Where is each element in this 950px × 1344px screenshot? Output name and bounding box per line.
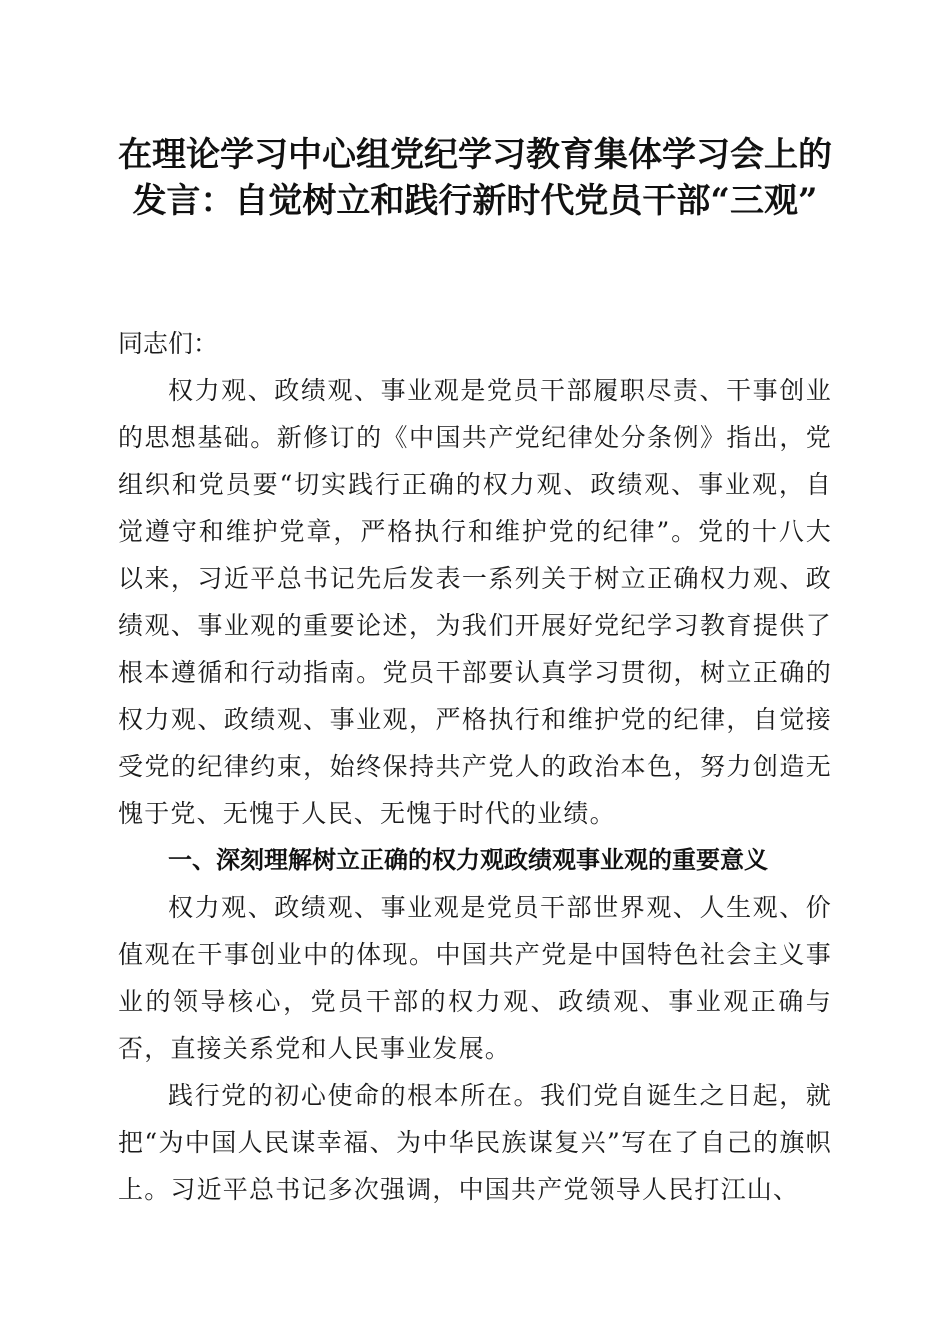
intro-paragraph: 权力观、政绩观、事业观是党员干部履职尽责、干事创业的思想基础。新修订的《中国共产党纪律处分条例》指出，党组织和党员要“切实践行正确的权力观、政绩观、事业观，自觉遵守和维护党章，严格执行和维护党的纪律”。党的十八大以来，习近平总书记先后发表一系列关于树立正确权力观、政绩观、事业观的重要论述，为我们开展好党纪学习教育提供了根本遵循和行动指南。党员干部要认真学习贯彻，树立正确的权力观、政绩观、事业观，严格执行和维护党的纪律，自觉接受党的纪律约束，始终保持共产党人的政治本色，努力创造无愧于党、无愧于人民、无愧于时代的业绩。	[118, 376, 832, 828]
section-paragraph-1: 权力观、政绩观、事业观是党员干部世界观、人生观、价值观在干事创业中的体现。中国共产党是中国特色社会主义事业的领导核心，党员干部的权力观、政绩观、事业观正确与否，直接关系党和人民事业发展。	[118, 893, 832, 1063]
document-title: 在理论学习中心组党纪学习教育集体学习会上的发言：自觉树立和践行新时代党员干部“三观”	[118, 135, 832, 221]
salutation: 同志们：	[118, 329, 219, 358]
document-body	[118, 320, 832, 1213]
section-paragraph-2: 践行党的初心使命的根本所在。我们党自诞生之日起，就把“为中国人民谋幸福、为中华民族谋复兴”写在了自己的旗帜上。习近平总书记多次强调，中国共产党领导人民打江山、	[118, 1081, 832, 1204]
section-heading: 一、深刻理解树立正确的权力观政绩观事业观的重要意义	[168, 846, 768, 874]
